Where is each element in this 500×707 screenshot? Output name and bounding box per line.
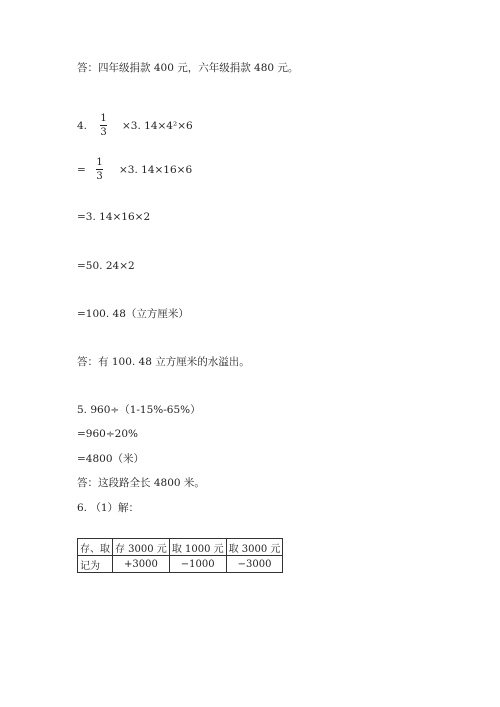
q4-fraction-1 bbox=[100, 113, 107, 138]
table-row bbox=[78, 556, 283, 573]
q6-heading: 6. （1）解： bbox=[77, 502, 140, 514]
deposit-withdraw-table bbox=[77, 538, 283, 573]
table-cell: 记为 bbox=[78, 556, 113, 573]
table-cell: 存 3000 元 bbox=[113, 539, 170, 556]
fraction-numerator: 1 bbox=[100, 113, 107, 124]
table-cell: −3000 bbox=[226, 556, 283, 573]
table-cell: 取 3000 元 bbox=[226, 539, 283, 556]
q5-answer: 答：这段路全长 4800 米。 bbox=[77, 477, 205, 489]
table-cell: 存、取 bbox=[78, 539, 113, 556]
q4-expression-1: ×3. 14×4²×6 bbox=[122, 120, 193, 132]
q4-step-3: =3. 14×16×2 bbox=[77, 211, 151, 223]
q5-step-2: =960÷20% bbox=[77, 428, 138, 440]
q4-equals-prefix: = bbox=[77, 164, 86, 176]
q4-step-5: =100. 48（立方厘米） bbox=[77, 308, 189, 320]
fraction-numerator: 1 bbox=[96, 157, 103, 168]
fraction-bar bbox=[96, 169, 103, 170]
q4-step-4: =50. 24×2 bbox=[77, 260, 135, 272]
q5-step-3: =4800（米） bbox=[77, 453, 145, 465]
table-cell: 取 1000 元 bbox=[169, 539, 226, 556]
fraction-bar bbox=[100, 125, 107, 126]
answer-text-1: 答：四年级捐款 400 元，六年级捐款 480 元。 bbox=[77, 62, 299, 74]
table-header-row bbox=[78, 539, 283, 556]
fraction-denominator: 3 bbox=[96, 171, 103, 182]
table-cell: −1000 bbox=[169, 556, 226, 573]
q4-answer: 答：有 100. 48 立方厘米的水溢出。 bbox=[77, 356, 250, 368]
q4-number: 4. bbox=[77, 120, 88, 132]
q4-expression-2: ×3. 14×16×6 bbox=[119, 164, 193, 176]
q5-step-1: 5. 960÷（1-15%-65%） bbox=[77, 404, 201, 416]
fraction-denominator: 3 bbox=[100, 127, 107, 138]
table-cell: +3000 bbox=[113, 556, 170, 573]
q4-fraction-2 bbox=[96, 157, 103, 182]
